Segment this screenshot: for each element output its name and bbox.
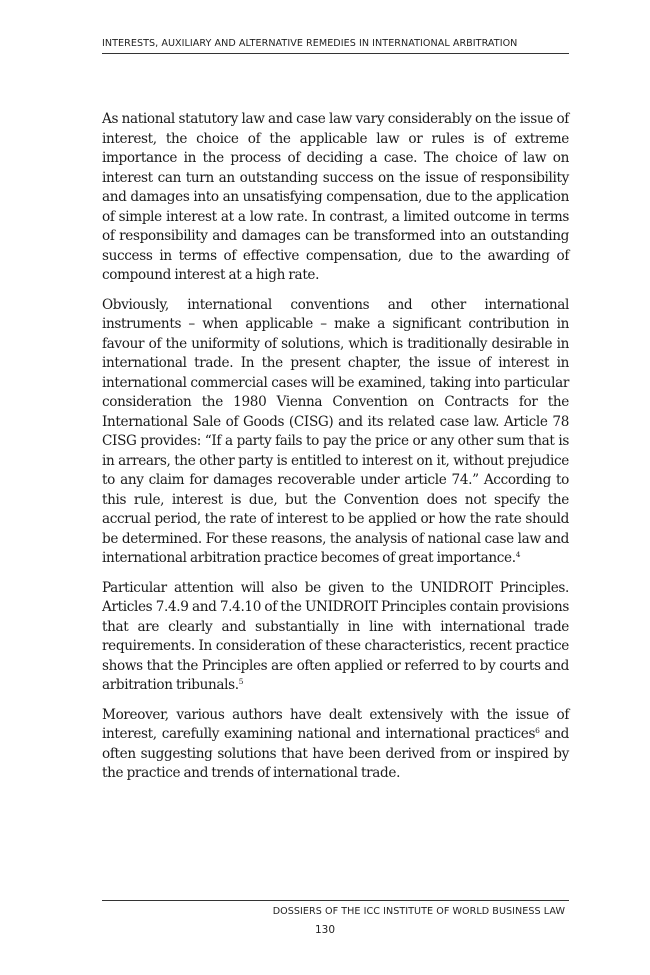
running-header: INTERESTS, AUXILIARY AND ALTERNATIVE REMEDIES IN INTERNATIONAL ARBITRATION xyxy=(102,38,518,49)
paragraph-2 xyxy=(102,296,569,569)
paragraph-text: and often suggesting solutions that have been derived from or inspired by the practice and trends of international trade. xyxy=(102,726,570,781)
paragraph-text: Particular attention will also be given to the UNIDROIT Principles. Articles 7.4.9 and 7.4.10 of the UNIDROIT Principles contain provisions that are clearly and substantially in line with international trade requirements. In consideration of these characteristics, recent practice shows that the Principles are often applied or referred to by courts and arbitration tribunals. xyxy=(102,579,569,693)
footnote-ref-6[interactable]: 6 xyxy=(535,726,540,735)
running-footer: DOSSIERS OF THE ICC INSTITUTE OF WORLD BUSINESS LAW xyxy=(272,906,565,917)
paragraph-text: Moreover, various authors have dealt extensively with the issue of interest, carefully examining national and international practices xyxy=(102,706,569,742)
paragraph-text: Obviously, international conventions and other international instruments – when applicable – make a significant contribution in favour of the uniformity of solutions, which is traditionally desirable in international trade. In the present chapter, the issue of interest in international commercial cases will be examined, taking into particular consideration the 1980 Vienna Convention on Contracts for the International Sale of Goods (CISG) and its related case law. Article 78 CISG provides: “If a party fails to pay the price or any other sum that is in arrears, the other party is entitled to interest on it, without prejudice to any claim for damages recoverable under article 74.” According to this rule, interest is due, but the Convention does not specify the accrual period, the rate of interest to be applied or how the rate should be determined. For these reasons, the analysis of national case law and international arbitration practice becomes of great importance. xyxy=(102,296,569,566)
header-rule xyxy=(102,53,569,54)
footnote-ref-4[interactable]: 4 xyxy=(515,550,521,559)
paragraph-3 xyxy=(102,579,569,696)
body-text xyxy=(102,110,569,794)
paragraph-text: As national statutory law and case law vary considerably on the issue of interest, the choice of the applicable law or rules is of extreme importance in the process of deciding a case. The choice of law on interest can turn an outstanding success on the issue of responsibility and damages into an unsatisfying compensation, due to the application of simple interest at a low rate. In contrast, a limited outcome in terms of responsibility and damages can be transformed into an outstanding success in terms of effective compensation, due to the awarding of compound interest at a high rate. xyxy=(102,111,569,283)
paragraph-1 xyxy=(102,110,569,286)
page-number: 130 xyxy=(314,924,336,936)
footnote-ref-5[interactable]: 5 xyxy=(238,677,244,686)
paragraph-4 xyxy=(102,706,569,784)
footer-rule xyxy=(102,900,569,901)
